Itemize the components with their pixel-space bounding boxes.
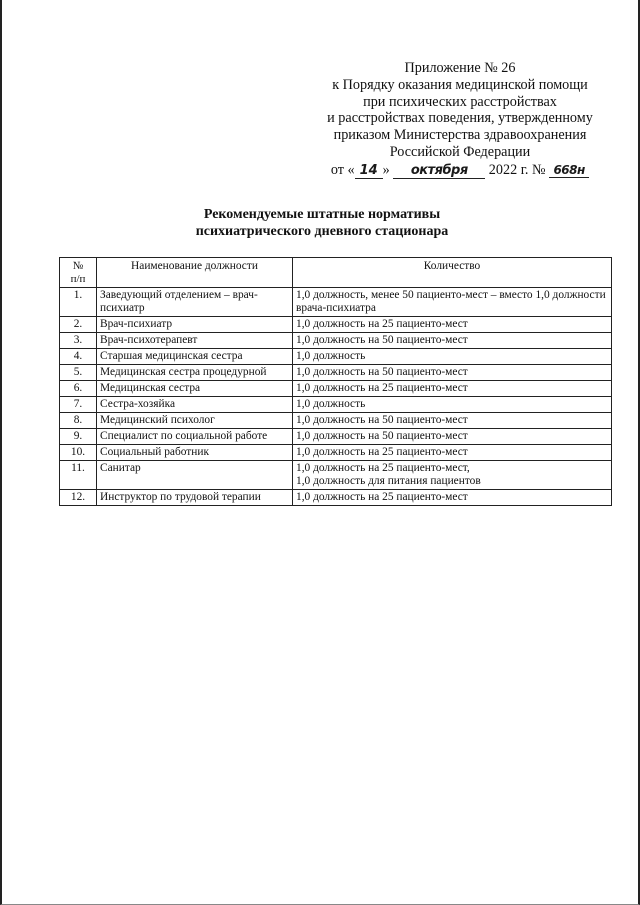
header-name: Наименование должности	[97, 258, 293, 288]
row-qty-line: 1,0 должность на 25 пациенто-мест,	[296, 462, 470, 474]
row-num: 7.	[60, 397, 97, 413]
row-name: Медицинская сестра процедурной	[97, 365, 293, 381]
row-qty: 1,0 должность на 50 пациенто-мест	[293, 429, 612, 445]
handwritten-month: октября	[393, 164, 485, 179]
table-row	[60, 490, 612, 506]
row-qty: 1,0 должность на 50 пациенто-мест	[293, 365, 612, 381]
row-num: 5.	[60, 365, 97, 381]
row-name: Медицинский психолог	[97, 413, 293, 429]
table-row	[60, 381, 612, 397]
title-line: психиатрического дневного стационара	[195, 224, 449, 239]
row-name: Санитар	[97, 461, 293, 490]
annex-number: Приложение № 26	[404, 60, 516, 76]
row-name: Специалист по социальной работе	[97, 429, 293, 445]
row-qty: 1,0 должность на 25 пациенто-мест	[293, 490, 612, 506]
row-name: Врач-психотерапевт	[97, 333, 293, 349]
table-row	[60, 461, 612, 490]
row-name: Старшая медицинская сестра	[97, 349, 293, 365]
annex-header	[310, 60, 610, 179]
table-row	[60, 445, 612, 461]
header-num-line: п/п	[70, 273, 86, 285]
row-name: Медицинская сестра	[97, 381, 293, 397]
row-name: Инструктор по трудовой терапии	[97, 490, 293, 506]
table-row	[60, 365, 612, 381]
table-row	[60, 288, 612, 317]
annex-line: Российской Федерации	[389, 143, 531, 160]
row-num: 11.	[60, 461, 97, 490]
row-qty: 1,0 должность на 25 пациенто-мест	[293, 381, 612, 397]
header-num-line: №	[72, 260, 84, 272]
row-qty: 1,0 должность на 25 пациенто-мест	[293, 317, 612, 333]
table-row	[60, 413, 612, 429]
row-qty: 1,0 должность, менее 50 пациенто-мест – вместо 1,0 должности врача-психиатра	[293, 288, 612, 317]
date-prefix: от «	[330, 161, 355, 178]
row-num: 1.	[60, 288, 97, 317]
table-row	[60, 333, 612, 349]
row-qty-line: 1,0 должность для питания пациентов	[296, 475, 481, 487]
row-name: Сестра-хозяйка	[97, 397, 293, 413]
title-line: Рекомендуемые штатные нормативы	[203, 207, 441, 222]
page-title	[2, 206, 640, 240]
table-row	[60, 349, 612, 365]
table-row	[60, 317, 612, 333]
annex-line: приказом Министерства здравоохранения	[333, 127, 587, 144]
date-year: 2022 г. №	[488, 161, 546, 178]
row-num: 2.	[60, 317, 97, 333]
row-qty: 1,0 должность	[293, 349, 612, 365]
row-qty: 1,0 должность на 25 пациенто-мест	[293, 445, 612, 461]
date-mid: »	[382, 161, 390, 178]
row-num: 10.	[60, 445, 97, 461]
staffing-table	[59, 257, 612, 506]
row-num: 4.	[60, 349, 97, 365]
row-qty: 1,0 должность	[293, 397, 612, 413]
table-row	[60, 397, 612, 413]
handwritten-day: 14	[355, 164, 383, 179]
table-row	[60, 429, 612, 445]
annex-line: при психических расстройствах	[363, 93, 557, 110]
row-num: 12.	[60, 490, 97, 506]
row-name: Врач-психиатр	[97, 317, 293, 333]
annex-line: к Порядку оказания медицинской помощи	[332, 76, 588, 93]
row-num: 6.	[60, 381, 97, 397]
row-num: 9.	[60, 429, 97, 445]
header-num	[60, 258, 97, 288]
row-num: 3.	[60, 333, 97, 349]
handwritten-order-number: 668н	[549, 163, 589, 178]
order-date-line	[310, 162, 610, 179]
table-header-row	[60, 258, 612, 288]
row-qty	[293, 461, 612, 490]
annex-line: и расстройствах поведения, утвержденному	[327, 110, 593, 127]
row-qty: 1,0 должность на 50 пациенто-мест	[293, 333, 612, 349]
header-qty: Количество	[293, 258, 612, 288]
row-name: Заведующий отделением – врач-психиатр	[97, 288, 293, 317]
row-name: Социальный работник	[97, 445, 293, 461]
row-num: 8.	[60, 413, 97, 429]
row-qty: 1,0 должность на 50 пациенто-мест	[293, 413, 612, 429]
